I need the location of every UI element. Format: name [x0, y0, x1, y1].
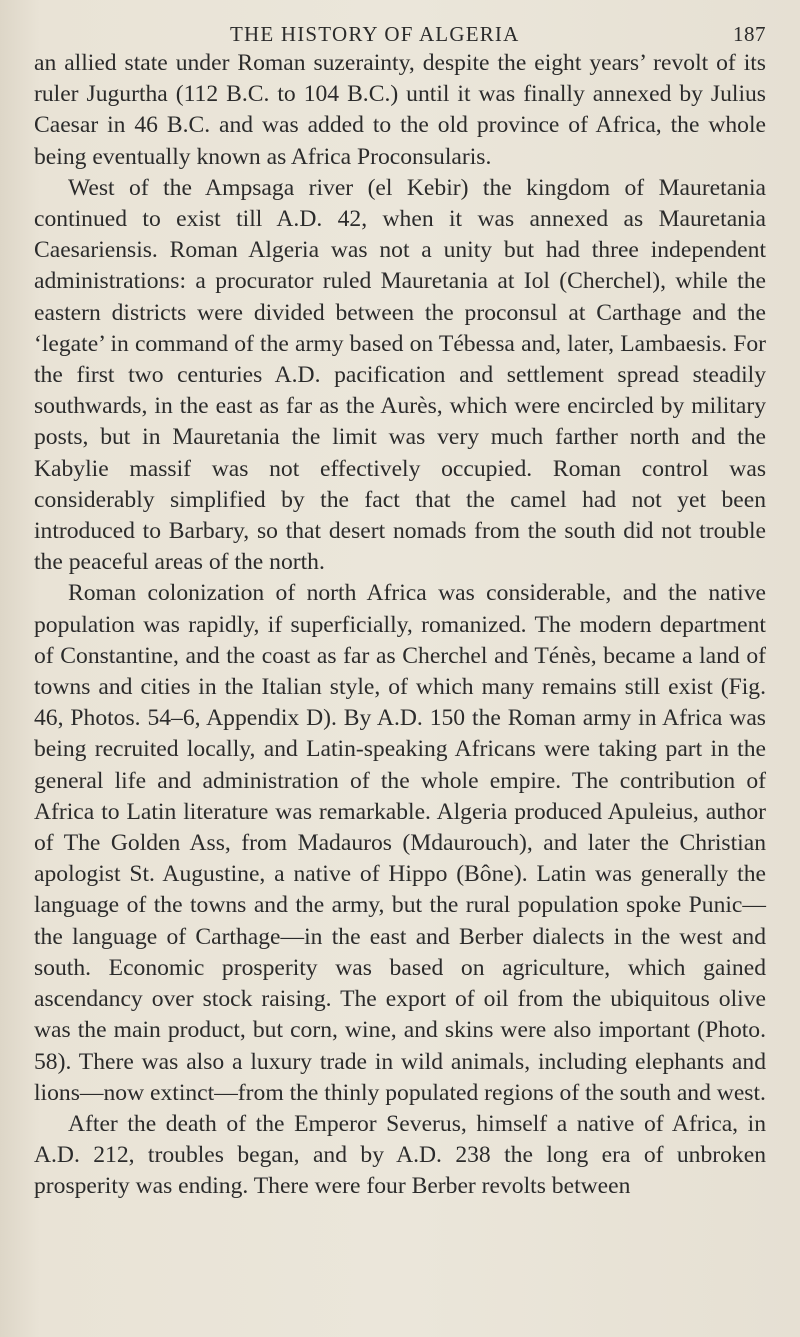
- running-head: [34, 14, 766, 48]
- paragraph-3: Roman colonization of north Africa was considerable, and the native population was rapidly, if superficially, romanized. The modern department of Constantine, and the coast as far as Cherchel and Ténès, became a land of towns and cities in the Italian style, of which many remains still exist (Fig. 46, Photos. 54–6, Appendix D). By A.D. 150 the Roman army in Africa was being recruited locally, and Latin-speaking Africans were taking part in the general life and administration of the whole empire. The contribution of Africa to Latin literature was remarkable. Algeria produced Apuleius, author of The Golden Ass, from Madauros (Mdaurouch), and later the Christian apologist St. Augustine, a native of Hippo (Bône). Latin was generally the language of the towns and the army, but the rural population spoke Punic—the language of Carthage—in the east and Berber dialects in the west and south. Economic prosperity was based on agriculture, which gained ascendancy over stock raising. The export of oil from the ubiquitous olive was the main product, but corn, wine, and skins were also important (Photo. 58). There was also a luxury trade in wild animals, including elephants and lions—now extinct—from the thinly populated regions of the south and west.: [34, 580, 766, 1106]
- paragraph-2: West of the Ampsaga river (el Kebir) the kingdom of Mauretania continued to exist till A.D. 42, when it was annexed as Mauretania Caesariensis. Roman Algeria was not a unity but had three independent administrations: a procurator ruled Mauretania at Iol (Cherchel), while the eastern districts were divided between the proconsul at Carthage and the ‘legate’ in command of the army based on Tébessa and, later, Lambaesis. For the first two centuries A.D. pacification and settlement spread steadily southwards, in the east as far as the Aurès, which were encircled by military posts, but in Mauretania the limit was very much farther north and the Kabylie massif was not effectively occupied. Roman control was considerably simplified by the fact that the camel had not yet been introduced to Barbary, so that desert nomads from the south did not trouble the peaceful areas of the north.: [34, 174, 766, 576]
- running-title: THE HISTORY OF ALGERIA: [230, 22, 520, 46]
- paragraph-4: After the death of the Emperor Severus, himself a native of Africa, in A.D. 212, troubles began, and by A.D. 238 the long era of unbroken prosperity was ending. There were four Berber revolts between: [34, 1110, 766, 1200]
- body-text: [34, 48, 766, 1203]
- paragraph-1: an allied state under Roman suzerainty, despite the eight years’ revolt of its ruler Jugurtha (112 B.C. to 104 B.C.) until it was finally annexed by Julius Caesar in 46 B.C. and was added to the old province of Africa, the whole being eventually known as Africa Proconsularis.: [34, 50, 766, 170]
- page-number: 187: [733, 22, 766, 46]
